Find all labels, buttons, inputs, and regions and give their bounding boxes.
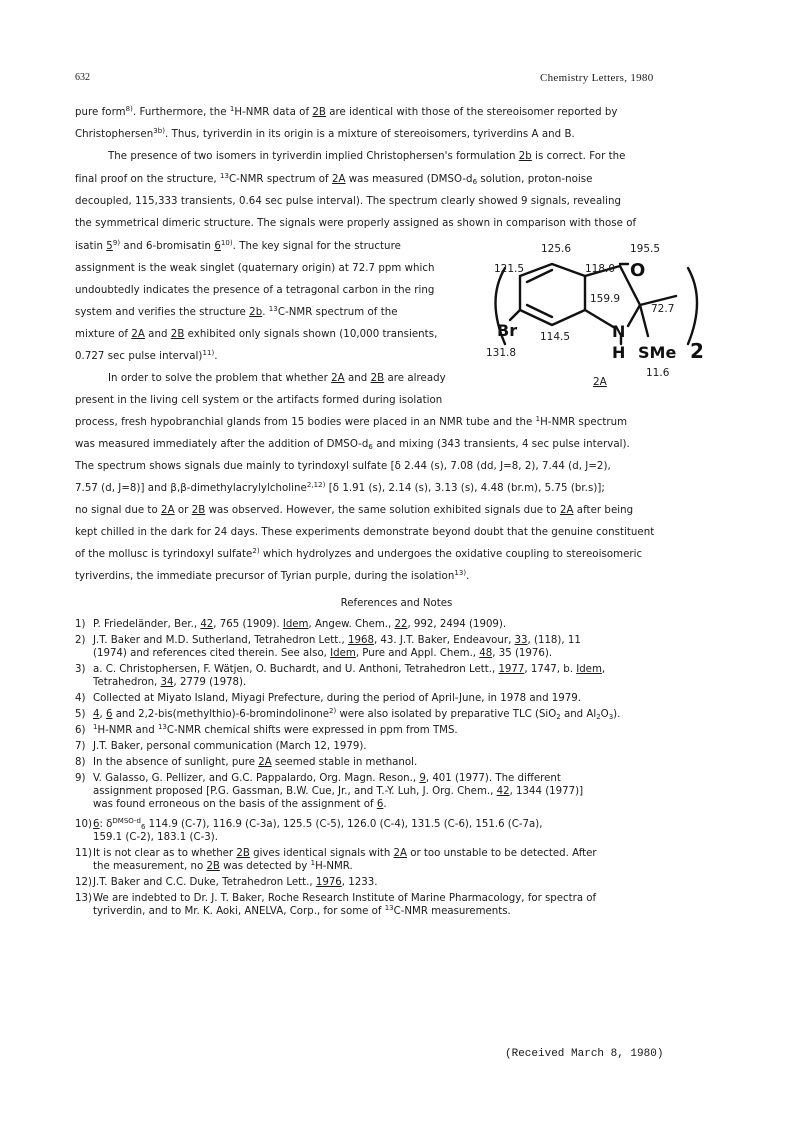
reference-9: 9) V. Galasso, G. Pellizer, and G.C. Pappalardo, Org. Magn. Reson., 9, 401 (1977). The different: [75, 773, 561, 784]
page-number: 632: [75, 72, 90, 83]
oxygen-atom: O: [630, 260, 646, 281]
dimer-subscript: 2: [690, 339, 704, 363]
bond-c7a-n: [585, 310, 615, 328]
reference-10-line-2: 159.1 (C-2), 183.1 (C-3).: [93, 832, 218, 843]
reference-3: 3) a. C. Christophersen, F. Wätjen, O. Buchardt, and U. Anthoni, Tetrahedron Lett., 1977, 1747, b. Idem,: [75, 664, 606, 675]
journal-header: Chemistry Letters, 1980: [540, 72, 654, 84]
nitrogen-atom: N: [612, 322, 626, 341]
body-line-16: was measured immediately after the addition of DMSO-$d_6$ and mixing (343 transients, 4 sec pulse interval).: [75, 439, 630, 451]
body-line-7: isatin 5$^{9)}$ and 6-bromisatin 6$^{10)}$. The key signal for the structure: [75, 239, 401, 252]
reference-9-line-2: assignment proposed [P.G. Gassman, B.W. Cue, Jr., and T.-Y. Luh, J. Org. Chem., 42, 1344 (1977)]: [93, 786, 584, 797]
reference-11-line-2: the measurement, no 2B was detected by $^1$H-NMR.: [93, 859, 353, 872]
reference-10: 10)6: $\delta^{DMSO-d}_6$ 114.9 (C-7), 116.9 (C-3a), 125.5 (C-5), 126.0 (C-4), 131.5 (C-6), 151.6 (C-7a),: [75, 817, 543, 831]
reference-4: 4) Collected at Miyato Island, Miyagi Prefecture, during the period of April-June, in 1978 and 1979.: [75, 693, 581, 704]
body-line-18: 7.57 (d, J=8)] and β,β-dimethylacrylylcholine$^{2,12)}$ [δ 1.91 (s), 2.14 (s), 3.13 (s), 4.48 (br.m), 5.75 (br.s)];: [75, 481, 605, 494]
shift-label: 114.5: [540, 331, 571, 343]
shift-label: 118.0: [585, 263, 616, 275]
right-bracket: [688, 268, 697, 344]
body-line-22: tyriverdins, the immediate precursor of Tyrian purple, during the isolation$^{13)}$.: [75, 569, 470, 582]
reference-2: 2) J.T. Baker and M.D. Sutherland, Tetrahedron Lett., 1968, 43. J.T. Baker, Endeavour, 33, (118), 11: [75, 635, 581, 646]
body-line-11: mixture of 2A and 2B exhibited only signals shown (10,000 transients,: [75, 329, 438, 340]
shift-label: 11.6: [646, 367, 670, 379]
body-line-14: present in the living cell system or the artifacts formed during isolation: [75, 395, 443, 406]
body-line-8: assignment is the weak singlet (quaternary origin) at 72.7 ppm which: [75, 263, 435, 274]
shift-label: 72.7: [651, 303, 675, 315]
hydrogen-atom: H: [612, 343, 626, 362]
shift-label: 121.5: [494, 263, 525, 275]
shift-label: 131.8: [486, 347, 517, 359]
benzene-ring: [520, 264, 585, 325]
body-line-9: undoubtedly indicates the presence of a tetragonal carbon in the ring: [75, 285, 435, 296]
received-date: (Received March 8, 1980): [505, 1048, 664, 1060]
reference-6: 6) $^1$H-NMR and $^{13}$C-NMR chemical shifts were expressed in ppm from TMS.: [75, 723, 458, 736]
reference-9-line-3: was found erroneous on the basis of the assignment of 6.: [93, 799, 387, 810]
reference-8: 8) In the absence of sunlight, pure 2A seemed stable in methanol.: [75, 757, 418, 768]
shift-label: 159.9: [590, 293, 621, 305]
body-line-1: pure form$^{8)}$. Furthermore, the $^1$H-NMR data of 2B are identical with those of the stereoisomer reported by: [75, 105, 618, 118]
reference-11: 11)It is not clear as to whether 2B gives identical signals with 2A or too unstable to be detected. After: [75, 848, 597, 859]
chemical-structure-diagram: [0, 0, 793, 400]
bond-c6-br: [510, 310, 520, 320]
body-line-3: The presence of two isomers in tyriverdin implied Christophersen's formulation 2b is correct. For the: [108, 151, 626, 162]
shift-label: 125.6: [541, 243, 572, 255]
body-line-20: kept chilled in the dark for 24 days. These experiments demonstrate beyond doubt that the genuine constituent: [75, 527, 655, 538]
reference-13: 13)We are indebted to Dr. J. T. Baker, Roche Research Institute of Marine Pharmacology, for spectra of: [75, 893, 597, 904]
body-line-15: process, fresh hypobranchial glands from 15 bodies were placed in an NMR tube and the $^1$H-NMR spectrum: [75, 415, 628, 428]
body-line-12: 0.727 sec pulse interval)$^{11)}$.: [75, 349, 218, 362]
body-line-2: Christophersen$^{3b)}$. Thus, tyriverdin in its origin is a mixture of stereoisomers, tyriverdins A and B.: [75, 127, 575, 140]
body-line-19: no signal due to 2A or 2B was observed. However, the same solution exhibited signals due to 2A after being: [75, 505, 634, 516]
body-line-6: the symmetrical dimeric structure. The signals were properly assigned as shown in comparison with those of: [75, 218, 637, 229]
body-line-4: final proof on the structure, $^{13}$C-NMR spectrum of 2A was measured ($DMSO-d_6$ solution, proton-noise: [75, 172, 593, 186]
bromine-atom: Br: [497, 321, 518, 340]
shift-label: 195.5: [630, 243, 661, 255]
reference-5: 5) 4, 6 and 2,2-bis(methylthio)-6-bromindolinone$^{2)}$ were also isolated by preparative TLC (SiO$_2$ and $Al_2O_3$).: [75, 707, 621, 721]
bond-n-c2: [628, 305, 640, 326]
reference-3-line-2: Tetrahedron, 34, 2779 (1978).: [93, 677, 247, 688]
body-line-21: of the mollusc is tyrindoxyl sulfate$^{2)}$ which hydrolyzes and undergoes the oxidative coupling to stereoisomeric: [75, 547, 643, 560]
body-line-17: The spectrum shows signals due mainly to tyrindoxyl sulfate [δ 2.44 (s), 7.08 (dd, J=8, 2), 7.44 (d, J=2),: [75, 461, 611, 472]
smethyl-group: SMe: [638, 343, 677, 362]
reference-2-line-2: (1974) and references cited therein. See also, Idem, Pure and Appl. Chem., 48, 35 (1976).: [93, 648, 553, 659]
body-line-13: In order to solve the problem that whether 2A and 2B are already: [108, 373, 446, 384]
bond-c2-sme: [640, 305, 648, 336]
reference-13-line-2: tyriverdin, and to Mr. K. Aoki, ANELVA, Corp., for some of $^{13}$C-NMR measurements.: [93, 904, 511, 917]
body-line-10: system and verifies the structure 2b. $^{13}$C-NMR spectrum of the: [75, 305, 398, 318]
reference-1: 1) P. Friedeländer, Ber., 42, 765 (1909). Idem, Angew. Chem., 22, 992, 2494 (1909).: [75, 619, 507, 630]
body-line-5: decoupled, 115,333 transients, 0.64 sec pulse interval). The spectrum clearly showed 9 signals, revealing: [75, 196, 622, 207]
reference-7: 7) J.T. Baker, personal communication (March 12, 1979).: [75, 741, 367, 752]
references-heading: References and Notes: [340, 598, 453, 609]
reference-12: 12)J.T. Baker and C.C. Duke, Tetrahedron Lett., 1976, 1233.: [75, 877, 378, 888]
compound-label: 2A: [593, 376, 607, 388]
